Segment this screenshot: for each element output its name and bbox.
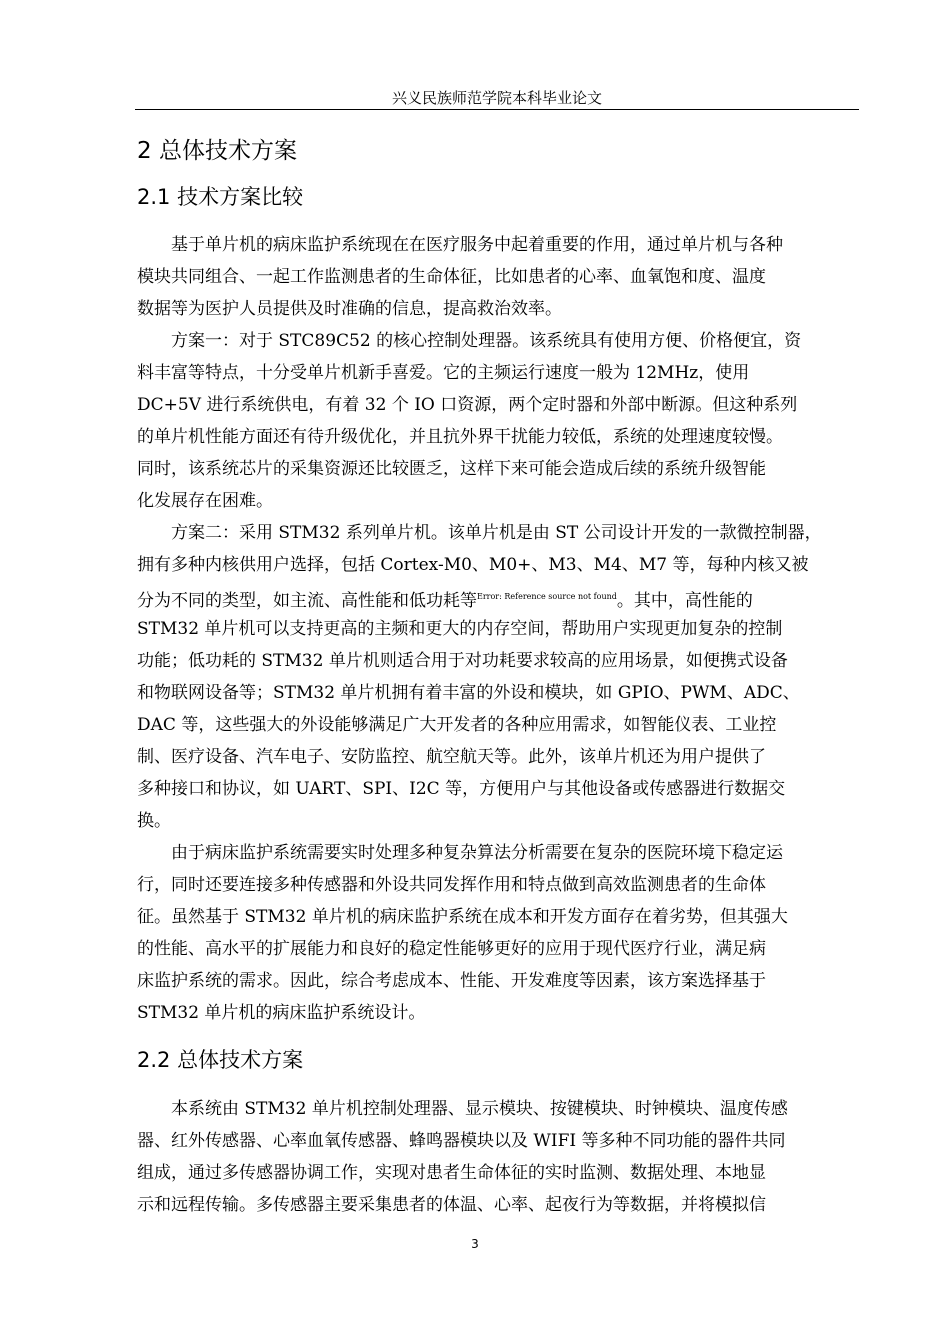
text-line: 方案二：采用 STM32 系列单片机。该单片机是由 ST 公司设计开发的一款微控制器，	[171, 523, 822, 543]
text-line: 模块共同组合、一起工作监测患者的生命体征，比如患者的心率、血氧饱和度、温度	[137, 267, 766, 287]
text-line: 征。虽然基于 STM32 单片机的病床监护系统在成本和开发方面存在着劣势，但其强大	[137, 907, 788, 927]
text-line: DC+5V 进行系统供电，有着 32 个 IO 口资源，两个定时器和外部中断源。但这种系列	[137, 395, 798, 415]
reference-error-superscript: Error: Reference source not found	[477, 592, 617, 601]
text-line: 示和远程传输。多传感器主要采集患者的体温、心率、起夜行为等数据，并将模拟信	[137, 1195, 766, 1215]
text-line: 制、医疗设备、汽车电子、安防监控、航空航天等。此外，该单片机还为用户提供了	[137, 747, 766, 767]
section-title-2-1: 2.1 技术方案比较	[137, 185, 304, 209]
text-line: STM32 单片机可以支持更高的主频和更大的内存空间，帮助用户实现更加复杂的控制	[137, 619, 783, 639]
text-line: 方案一：对于 STC89C52 的核心控制处理器。该系统具有使用方便、价格便宜，资	[171, 331, 802, 351]
text-line: DAC 等，这些强大的外设能够满足广大开发者的各种应用需求，如智能仪表、工业控	[137, 715, 777, 735]
text-line: STM32 单片机的病床监护系统设计。	[137, 1003, 426, 1023]
text-line: 床监护系统的需求。因此，综合考虑成本、性能、开发难度等因素，该方案选择基于	[137, 971, 766, 991]
text-line: 的性能、高水平的扩展能力和良好的稳定性能够更好的应用于现代医疗行业，满足病	[137, 939, 766, 959]
text-line: 料丰富等特点，十分受单片机新手喜爱。它的主频运行速度一般为 12MHz，使用	[137, 363, 750, 383]
text-line: 本系统由 STM32 单片机控制处理器、显示模块、按键模块、时钟模块、温度传感	[171, 1099, 788, 1119]
text-line: 行，同时还要连接多种传感器和外设共同发挥作用和特点做到高效监测患者的生命体	[137, 875, 766, 895]
text-span: 。其中，高性能的	[616, 591, 753, 611]
header-rule	[135, 109, 859, 110]
text-line	[137, 586, 753, 612]
text-line: 多种接口和协议，如 UART、SPI、I2C 等，方便用户与其他设备或传感器进行数据交	[137, 779, 786, 799]
text-span: 分为不同的类型，如主流、高性能和低功耗等	[137, 591, 477, 611]
text-line: 器、红外传感器、心率血氧传感器、蜂鸣器模块以及 WIFI 等多种不同功能的器件共同	[137, 1131, 786, 1151]
section-title-2-2: 2.2 总体技术方案	[137, 1048, 304, 1072]
text-line: 的单片机性能方面还有待升级优化，并且抗外界干扰能力较低，系统的处理速度较慢。	[137, 427, 783, 447]
page-number: 3	[471, 1237, 479, 1251]
running-header: 兴义民族师范学院本科毕业论文	[391, 89, 602, 107]
text-line: 同时，该系统芯片的采集资源还比较匮乏，这样下来可能会造成后续的系统升级智能	[137, 459, 766, 479]
chapter-title: 2 总体技术方案	[137, 138, 297, 164]
text-line: 拥有多种内核供用户选择，包括 Cortex-M0、M0+、M3、M4、M7 等，每种内核又被	[137, 555, 809, 575]
text-line: 换。	[137, 811, 171, 831]
text-line: 和物联网设备等；STM32 单片机拥有着丰富的外设和模块，如 GPIO、PWM、ADC、	[137, 683, 800, 703]
text-line: 数据等为医护人员提供及时准确的信息，提高救治效率。	[137, 299, 562, 319]
text-line: 基于单片机的病床监护系统现在在医疗服务中起着重要的作用，通过单片机与各种	[171, 235, 783, 255]
text-line: 功能；低功耗的 STM32 单片机则适合用于对功耗要求较高的应用场景，如便携式设备	[137, 651, 788, 671]
text-line: 组成，通过多传感器协调工作，实现对患者生命体征的实时监测、数据处理、本地显	[137, 1163, 766, 1183]
text-line: 化发展存在困难。	[137, 491, 273, 511]
text-line: 由于病床监护系统需要实时处理多种复杂算法分析需要在复杂的医院环境下稳定运	[171, 843, 783, 863]
